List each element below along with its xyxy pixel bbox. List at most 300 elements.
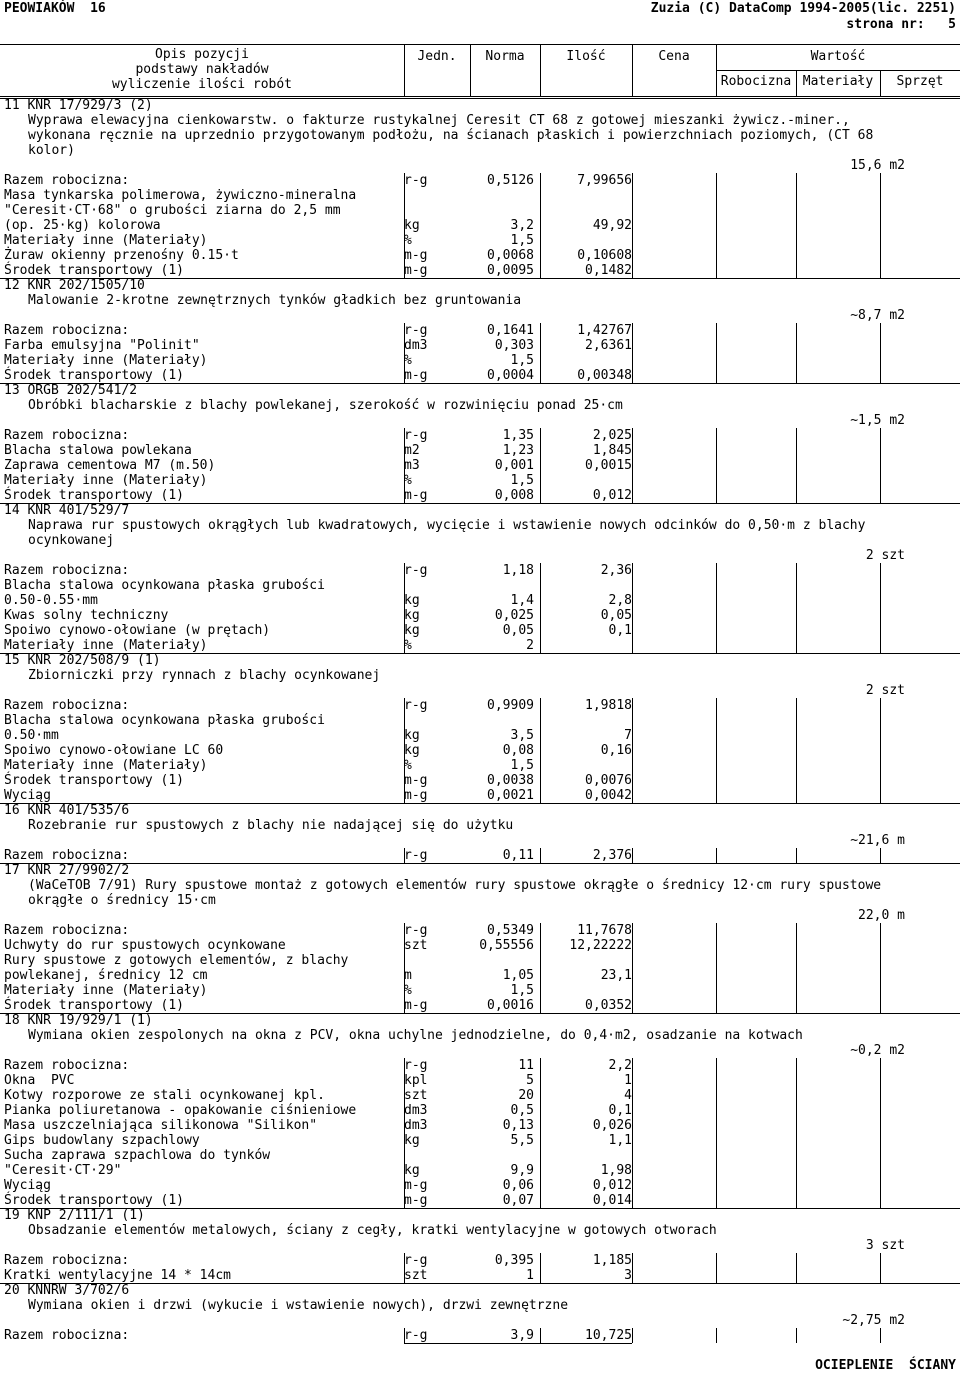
resource-quantity: 7 (624, 728, 632, 743)
resource-quantity: 0,0015 (585, 458, 632, 473)
resource-quantity: 49,92 (592, 218, 632, 233)
software-license: Zuzia (C) DataComp 1994-2005(lic. 2251) (650, 1, 956, 16)
resource-name: Środek transportowy (1) (4, 488, 185, 503)
resource-name: Środek transportowy (1) (4, 1193, 185, 1208)
resource-name: Materiały inne (Materiały) (4, 758, 208, 773)
resource-row (0, 698, 960, 713)
position-number: 18 KNR 19/929/1 (1) (4, 1013, 153, 1028)
resource-row (0, 623, 960, 638)
resource-quantity: 0,1 (608, 1103, 632, 1118)
resource-norm: 0,08 (502, 743, 534, 758)
resource-row (0, 638, 960, 653)
resource-unit: kg (404, 1133, 420, 1148)
resource-norm: 0,1641 (487, 323, 534, 338)
description-text: (WaCeTOB 7/91) Rury spustowe montaż z gotowych elementów rury spustowe okrągłe o średnicy 12·cm rury spustowe (28, 878, 882, 893)
description-text: wykonana ręcznie na uprzednio przygotowanym podłożu, na ścianach płaskich i powierzchniach poziomych, (CT 68 (28, 128, 874, 143)
resource-name: powlekanej, średnicy 12 cm (4, 968, 208, 983)
resource-norm: 1,5 (510, 758, 534, 773)
position-description (0, 113, 960, 128)
resource-unit: r-g (404, 173, 428, 188)
resource-norm: 0,395 (494, 1253, 534, 1268)
resource-name: Razem robocizna: (4, 1328, 130, 1343)
position-description (0, 1028, 960, 1043)
quantity-value: ~21,6 m (850, 833, 905, 848)
resource-unit: kg (404, 728, 420, 743)
resource-quantity: 4 (624, 1088, 632, 1103)
resource-quantity: 1,98 (600, 1163, 632, 1178)
resource-row (0, 323, 960, 338)
description-text: kolor) (28, 143, 75, 158)
resource-norm: 0,13 (502, 1118, 534, 1133)
resource-row (0, 1253, 960, 1268)
resource-quantity: 0,014 (592, 1193, 632, 1208)
resource-row (0, 473, 960, 488)
position-number: 14 KNR 401/529/7 (4, 503, 130, 518)
resource-quantity: 0,012 (592, 1178, 632, 1193)
resource-quantity: 0,05 (600, 608, 632, 623)
column-cena: Cena (658, 49, 690, 64)
document-title: PEOWIAKÓW 16 (4, 1, 106, 16)
resource-norm: 9,9 (510, 1163, 534, 1178)
resource-norm: 0,06 (502, 1178, 534, 1193)
resource-row (0, 1073, 960, 1088)
resource-unit: % (404, 758, 412, 773)
resource-row (0, 998, 960, 1013)
resource-quantity: 1,42767 (577, 323, 632, 338)
resource-unit: kg (404, 1163, 420, 1178)
description-text: Naprawa rur spustowych okrągłych lub kwadratowych, wycięcie i wstawienie nowych odcinków do 0,50·m z blachy (28, 518, 866, 533)
resource-unit: r-g (404, 1328, 428, 1343)
resource-name: Spoiwo cynowo-ołowiane LC 60 (4, 743, 224, 758)
resource-name: "Ceresit·CT·29" (4, 1163, 122, 1178)
resource-norm: 1,05 (502, 968, 534, 983)
resource-name: Razem robocizna: (4, 173, 130, 188)
position-header (0, 1208, 960, 1223)
resource-row (0, 1178, 960, 1193)
quantity-value: ~8,7 m2 (850, 308, 905, 323)
position-header (0, 1283, 960, 1298)
resource-quantity: 0,0076 (585, 773, 632, 788)
resource-name: Razem robocizna: (4, 1058, 130, 1073)
description-text: Wyprawa elewacyjna cienkowarstw. o fakturze rustykalnej Ceresit CT 68 z gotowej mieszanki żywicz.-miner., (28, 113, 850, 128)
position-description (0, 533, 960, 548)
resource-row (0, 1163, 960, 1178)
resource-row (0, 983, 960, 998)
resource-name: Okna PVC (4, 1073, 75, 1088)
resource-norm: 2 (526, 638, 534, 653)
resource-norm: 1,18 (502, 563, 534, 578)
resource-quantity: 12,22222 (569, 938, 632, 953)
resource-name: Środek transportowy (1) (4, 773, 185, 788)
resource-name: Spoiwo cynowo-ołowiane (w prętach) (4, 623, 271, 638)
description-text: ocynkowanej (28, 533, 115, 548)
position-quantity (0, 683, 960, 698)
resource-unit: r-g (404, 1253, 428, 1268)
resource-row (0, 773, 960, 788)
position-description (0, 128, 960, 143)
resource-row (0, 1193, 960, 1208)
resource-name: Masa uszczelniająca silikonowa "Silikon" (4, 1118, 318, 1133)
resource-norm: 0,5 (510, 1103, 534, 1118)
resource-unit: % (404, 473, 412, 488)
resource-row (0, 443, 960, 458)
resource-row (0, 953, 960, 968)
resource-unit: dm3 (404, 1103, 428, 1118)
resource-quantity: 0,0042 (585, 788, 632, 803)
column-sprzet: Sprzęt (896, 74, 944, 89)
resource-quantity: 0,0352 (585, 998, 632, 1013)
resource-norm: 0,55556 (479, 938, 534, 953)
resource-name: Razem robocizna: (4, 1253, 130, 1268)
quantity-value: 15,6 m2 (850, 158, 905, 173)
resource-norm: 1,5 (510, 473, 534, 488)
resource-row (0, 1328, 960, 1343)
resource-quantity: 2,025 (592, 428, 632, 443)
quantity-value: ~0,2 m2 (850, 1043, 905, 1058)
description-text: Obróbki blacharskie z blachy powlekanej, szerokość w rozwinięciu ponad 25·cm (28, 398, 623, 413)
resource-name: Materiały inne (Materiały) (4, 233, 208, 248)
resource-row (0, 563, 960, 578)
resource-quantity: 0,1482 (585, 263, 632, 278)
position-description (0, 893, 960, 908)
position-description (0, 668, 960, 683)
resource-name: Blacha stalowa ocynkowana płaska grubości (4, 578, 325, 593)
resource-norm: 20 (518, 1088, 534, 1103)
resource-row (0, 203, 960, 218)
resource-norm: 1,5 (510, 353, 534, 368)
resource-quantity: 3 (624, 1268, 632, 1283)
resource-row (0, 218, 960, 233)
position-quantity (0, 908, 960, 923)
resource-name: Żuraw okienny przenośny 0.15·t (4, 248, 239, 263)
column-header (0, 44, 960, 96)
resource-norm: 5,5 (510, 1133, 534, 1148)
position-quantity (0, 1043, 960, 1058)
resource-row (0, 1148, 960, 1163)
description-text: Malowanie 2-krotne zewnętrznych tynków gładkich bez gruntowania (28, 293, 522, 308)
resource-quantity: 2,2 (608, 1058, 632, 1073)
resource-row (0, 188, 960, 203)
resource-quantity: 1,845 (592, 443, 632, 458)
resource-row (0, 458, 960, 473)
resource-unit: kg (404, 608, 420, 623)
column-opis-line3: wyliczenie ilości robót (111, 77, 292, 92)
resource-row (0, 1058, 960, 1073)
position-number: 12 KNR 202/1505/10 (4, 278, 145, 293)
resource-row (0, 353, 960, 368)
resource-row (0, 263, 960, 278)
position-header (0, 653, 960, 668)
resource-quantity: 10,725 (585, 1328, 632, 1343)
resource-name: 0.50-0.55·mm (4, 593, 98, 608)
description-text: okrągłe o średnicy 15·cm (28, 893, 216, 908)
resource-unit: szt (404, 1088, 428, 1103)
resource-row (0, 338, 960, 353)
quantity-value: ~1,5 m2 (850, 413, 905, 428)
resource-quantity: 1,1 (608, 1133, 632, 1148)
resource-quantity: 23,1 (600, 968, 632, 983)
resource-unit: % (404, 638, 412, 653)
quantity-value: 2 szt (865, 683, 905, 698)
resource-unit: m (404, 968, 412, 983)
resource-unit: kpl (404, 1073, 428, 1088)
resource-norm: 0,0038 (487, 773, 534, 788)
resource-norm: 0,07 (502, 1193, 534, 1208)
position-quantity (0, 158, 960, 173)
position-number: 11 KNR 17/929/3 (2) (4, 98, 153, 113)
resource-norm: 1,5 (510, 983, 534, 998)
position-number: 13 ORGB 202/541/2 (4, 383, 138, 398)
resource-norm: 1,5 (510, 233, 534, 248)
column-norma: Norma (485, 49, 525, 64)
resource-norm: 0,9909 (487, 698, 534, 713)
resource-unit: dm3 (404, 338, 428, 353)
position-quantity (0, 1238, 960, 1253)
quantity-value: 22,0 m (858, 908, 905, 923)
resource-name: Farba emulsyjna "Polinit" (4, 338, 200, 353)
resource-row (0, 968, 960, 983)
resource-unit: % (404, 233, 412, 248)
resource-row (0, 248, 960, 263)
resource-unit: m-g (404, 263, 428, 278)
column-opis-line1: Opis pozycji (155, 47, 249, 62)
resource-row (0, 1088, 960, 1103)
resource-quantity: 1 (624, 1073, 632, 1088)
resource-unit: szt (404, 938, 428, 953)
resource-name: Sucha zaprawa szpachlowa do tynków (4, 1148, 271, 1163)
resource-quantity: 0,16 (600, 743, 632, 758)
position-header (0, 803, 960, 818)
resource-norm: 0,008 (494, 488, 534, 503)
resource-norm: 0,0016 (487, 998, 534, 1013)
resource-quantity: 2,36 (600, 563, 632, 578)
resource-unit: kg (404, 743, 420, 758)
column-robocizna: Robocizna (720, 74, 792, 89)
resource-row (0, 1133, 960, 1148)
resource-unit: % (404, 353, 412, 368)
resource-name: Wyciąg (4, 788, 51, 803)
resource-unit: kg (404, 623, 420, 638)
resource-unit: r-g (404, 428, 428, 443)
resource-norm: 1 (526, 1268, 534, 1283)
resource-quantity: 11,7678 (577, 923, 632, 938)
description-text: Rozebranie rur spustowych z blachy nie nadającej się do użytku (28, 818, 514, 833)
resource-name: Kotwy rozporowe ze stali ocynkowanej kpl. (4, 1088, 325, 1103)
resource-row (0, 788, 960, 803)
quantity-value: 3 szt (865, 1238, 905, 1253)
resource-name: Razem robocizna: (4, 428, 130, 443)
resource-unit: dm3 (404, 1118, 428, 1133)
resource-name: Rury spustowe z gotowych elementów, z blachy (4, 953, 349, 968)
resource-unit: m-g (404, 248, 428, 263)
resource-norm: 0,5349 (487, 923, 534, 938)
resource-name: Zaprawa cementowa M7 (m.50) (4, 458, 216, 473)
column-materialy: Materiały (802, 74, 874, 89)
description-text: Obsadzanie elementów metalowych, ściany z cegły, kratki wentylacyjne w gotowych otworach (28, 1223, 717, 1238)
position-description (0, 1298, 960, 1313)
resource-norm: 0,001 (494, 458, 534, 473)
resource-norm: 3,9 (510, 1328, 534, 1343)
resource-name: Materiały inne (Materiały) (4, 473, 208, 488)
resource-norm: 11 (518, 1058, 534, 1073)
resource-name: Środek transportowy (1) (4, 263, 185, 278)
resource-unit: m2 (404, 443, 420, 458)
resource-norm: 0,0095 (487, 263, 534, 278)
resource-unit: m3 (404, 458, 420, 473)
resource-quantity: 7,99656 (577, 173, 632, 188)
column-jedn: Jedn. (417, 49, 457, 64)
column-opis-line2: podstawy nakładów (135, 62, 269, 77)
resource-row (0, 488, 960, 503)
quantity-value: ~2,75 m2 (842, 1313, 905, 1328)
position-quantity (0, 308, 960, 323)
resource-row (0, 233, 960, 248)
resource-row (0, 848, 960, 863)
position-description (0, 878, 960, 893)
position-number: 20 KNNRW 3/702/6 (4, 1283, 130, 1298)
resource-row (0, 608, 960, 623)
resource-quantity: 0,10608 (577, 248, 632, 263)
resource-quantity: 2,376 (592, 848, 632, 863)
position-description (0, 1223, 960, 1238)
page-number: strona nr: 5 (846, 17, 956, 32)
position-header (0, 863, 960, 878)
resource-name: Razem robocizna: (4, 698, 130, 713)
position-header (0, 383, 960, 398)
description-text: Zbiorniczki przy rynnach z blachy ocynkowanej (28, 668, 381, 683)
resource-name: Środek transportowy (1) (4, 998, 185, 1013)
resource-unit: m-g (404, 998, 428, 1013)
resource-norm: 5 (526, 1073, 534, 1088)
resource-name: Razem robocizna: (4, 563, 130, 578)
resource-row (0, 713, 960, 728)
resource-row (0, 938, 960, 953)
resource-norm: 0,0021 (487, 788, 534, 803)
resource-unit: r-g (404, 323, 428, 338)
resource-row (0, 593, 960, 608)
resource-name: Materiały inne (Materiały) (4, 353, 208, 368)
position-description (0, 818, 960, 833)
position-number: 16 KNR 401/535/6 (4, 803, 130, 818)
position-number: 17 KNR 27/9902/2 (4, 863, 130, 878)
resource-row (0, 173, 960, 188)
resource-quantity: 0,012 (592, 488, 632, 503)
position-header (0, 1013, 960, 1028)
resource-name: (op. 25·kg) kolorowa (4, 218, 161, 233)
position-description (0, 143, 960, 158)
resource-name: Blacha stalowa ocynkowana płaska grubości (4, 713, 325, 728)
resource-quantity: 0,1 (608, 623, 632, 638)
quantity-value: 2 szt (865, 548, 905, 563)
resource-name: "Ceresit·CT·68" o grubości ziarna do 2,5 mm (4, 203, 341, 218)
resource-unit: m-g (404, 368, 428, 383)
resource-row (0, 1103, 960, 1118)
resource-name: Blacha stalowa powlekana (4, 443, 192, 458)
resource-unit: szt (404, 1268, 428, 1283)
resource-unit: m-g (404, 773, 428, 788)
resource-name: Wyciąg (4, 1178, 51, 1193)
resource-unit: m-g (404, 488, 428, 503)
resource-row (0, 1118, 960, 1133)
resource-unit: m-g (404, 1193, 428, 1208)
resource-norm: 3,5 (510, 728, 534, 743)
resource-norm: 0,0004 (487, 368, 534, 383)
resource-quantity: 1,9818 (585, 698, 632, 713)
resource-quantity: 0,00348 (577, 368, 632, 383)
resource-norm: 0,05 (502, 623, 534, 638)
resource-norm: 0,5126 (487, 173, 534, 188)
position-description (0, 398, 960, 413)
resource-unit: m-g (404, 788, 428, 803)
column-ilosc: Ilość (566, 49, 606, 64)
resource-row (0, 368, 960, 383)
resource-quantity: 1,185 (592, 1253, 632, 1268)
position-quantity (0, 413, 960, 428)
resource-unit: kg (404, 593, 420, 608)
resource-name: Środek transportowy (1) (4, 368, 185, 383)
position-header (0, 98, 960, 113)
resource-unit: r-g (404, 848, 428, 863)
resource-name: Gips budowlany szpachlowy (4, 1133, 200, 1148)
resource-name: Uchwyty do rur spustowych ocynkowane (4, 938, 286, 953)
description-text: Wymiana okien zespolonych na okna z PCV, okna uchylne jednodzielne, do 0,4·m2, osadzanie na kotwach (28, 1028, 803, 1043)
resource-row (0, 923, 960, 938)
resource-name: Masa tynkarska polimerowa, żywiczno-mineralna (4, 188, 357, 203)
resource-name: Razem robocizna: (4, 923, 130, 938)
position-header (0, 278, 960, 293)
resource-norm: 3,2 (510, 218, 534, 233)
resource-norm: 1,4 (510, 593, 534, 608)
section-title: OCIEPLENIE ŚCIANY (815, 1358, 956, 1373)
resource-norm: 0,025 (494, 608, 534, 623)
resource-row (0, 743, 960, 758)
position-number: 19 KNP 2/111/1 (1) (4, 1208, 145, 1223)
resource-unit: r-g (404, 923, 428, 938)
resource-row (0, 578, 960, 593)
resource-unit: kg (404, 218, 420, 233)
description-text: Wymiana okien i drzwi (wykucie i wstawienie nowych), drzwi zewnętrzne (28, 1298, 569, 1313)
resource-norm: 1,23 (502, 443, 534, 458)
resource-name: Kwas solny techniczny (4, 608, 169, 623)
resource-row (0, 428, 960, 443)
resource-quantity: 2,6361 (585, 338, 632, 353)
resource-unit: % (404, 983, 412, 998)
resource-name: Kratki wentylacyjne 14 * 14cm (4, 1268, 231, 1283)
resource-unit: r-g (404, 698, 428, 713)
resource-norm: 1,35 (502, 428, 534, 443)
position-quantity (0, 833, 960, 848)
position-quantity (0, 1313, 960, 1328)
resource-row (0, 758, 960, 773)
position-description (0, 293, 960, 308)
resource-norm: 0,0068 (487, 248, 534, 263)
resource-unit: r-g (404, 1058, 428, 1073)
resource-name: Materiały inne (Materiały) (4, 983, 208, 998)
resource-norm: 0,303 (494, 338, 534, 353)
resource-name: 0.50·mm (4, 728, 59, 743)
resource-name: Razem robocizna: (4, 323, 130, 338)
position-description (0, 518, 960, 533)
position-number: 15 KNR 202/508/9 (1) (4, 653, 161, 668)
resource-norm: 0,11 (502, 848, 534, 863)
resource-row (0, 1268, 960, 1283)
position-header (0, 503, 960, 518)
position-quantity (0, 548, 960, 563)
resource-unit: r-g (404, 563, 428, 578)
resource-unit: m-g (404, 1178, 428, 1193)
resource-name: Materiały inne (Materiały) (4, 638, 208, 653)
resource-quantity: 0,026 (592, 1118, 632, 1133)
